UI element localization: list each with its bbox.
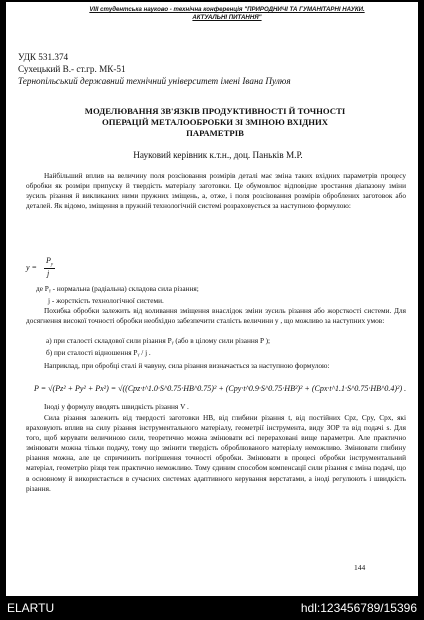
title-line-2: ОПЕРАЦІЙ МЕТАЛООБРОБКИ ЗІ ЗМІНОЮ ВХІДНИХ [102, 117, 328, 127]
paper-title [32, 106, 398, 139]
supervisor: Науковий керівник к.т.н., доц. Паньків М.Р. [133, 150, 303, 160]
formula-displacement [26, 258, 56, 282]
fraction-bar [44, 268, 55, 269]
definition-j: j - жорсткість технологічної системи. [48, 296, 164, 305]
university: Тернопільський державний технічний університет імені Івана Пулюя [18, 76, 291, 86]
paragraph-2: Похибка обробки залежить від коливання зміщення внаслідок зміни зусиль різання або жорсткості системи. Для досягнення високої точності обробки необхідно забезпечити сталість величини y , що можливо за наступних умов: [26, 306, 406, 326]
condition-b: б) при сталості відношення Pᵧ / j . [46, 348, 151, 357]
page-number: 144 [354, 563, 366, 572]
formula-cutting-force: P = √(Pz² + Py² + Px²) = √((Cpz·t^1.0·S^0.75·HB^0.75)² + (Cpy·t^0.9·S^0.75·HB²)² + (Cpx·t^1.1·S^0.75·HB^0.4)²) . [34, 384, 407, 393]
author: Сухецький В.- ст.гр. МК-51 [18, 64, 126, 74]
header-line-2: АКТУАЛЬНІ ПИТАННЯ" [192, 13, 262, 21]
header-line-1: VIII студентська науково - технічна конференція "ПРИРОДНИЧІ ТА ГУМАНІТАРНІ НАУКИ. [89, 6, 365, 13]
condition-a: а) при сталості складової сили різання Pᵧ (або в цілому сили різання P ); [46, 336, 271, 345]
footer-source-label: ELARTU [7, 601, 55, 615]
udc-code: УДК 531.374 [18, 52, 69, 62]
paragraph-3: Наприклад, при обробці сталі й чавуну, сила різання визначається за наступною формулою: [44, 361, 330, 370]
document-page [6, 2, 418, 596]
definition-py: де Pᵧ - нормальна (радіальна) складова сила різання; [36, 284, 199, 293]
formula-numerator: $P_y$ [46, 256, 54, 268]
formula-denominator: j [47, 269, 50, 278]
formula-lhs: y = [26, 263, 37, 272]
paragraph-1: Найбільший вплив на величину поля розсіювання розмірів деталі має зміна таких вхідних параметрів процесу обробки як розміри припуску й твердість матеріалу заготовки. Це обумовлює відповідне зростання діапазону зміни зусиль різання й викликаних ними пружних зміщень, а, отже, і поля розсіювання розмірів оброблених заготовок або деталей. Як відомо, зміщення в пружній технологічній системі розраховується за наступною формулою: [26, 171, 406, 211]
footer-handle: hdl:123456789/15396 [300, 601, 417, 615]
paragraph-5: Сила різання залежить від твердості заготовки НВ, від глибини різання t, від постійних Cpz, Cpy, Cpx, які враховують вплив на силу різання інструментального матеріалу, геометрії інструмента, виду ЗОР та від подачі s. Для того, щоб керувати величиною сили, теоретично можна змінювати всі перераховані вище параметри. Але практично змінювати можна тільки подачу, тому що змінити твердість оброблюваного матеріалу неможливо. Змінювати глибину різання можна, але це спричинить погіршення точності обробки. Змінювати в процесі обробки інструментальний матеріал, геометрію різця теж практично неможливо. Тому єдиним способом компенсації сили різання є зміна подачі, що в основному й використається в сучасних системах адаптивного керування верстатами, а іноді регулюють і швидкість різання. [26, 413, 406, 493]
conference-header [58, 6, 396, 21]
title-line-3: ПАРАМЕТРІВ [186, 128, 244, 138]
title-line-1: МОДЕЛЮВАННЯ ЗВ'ЯЗКІВ ПРОДУКТИВНОСТІ Й ТОЧНОСТІ [84, 106, 346, 116]
paragraph-4: Іноді у формулу вводять швидкість різання V . [44, 402, 189, 411]
